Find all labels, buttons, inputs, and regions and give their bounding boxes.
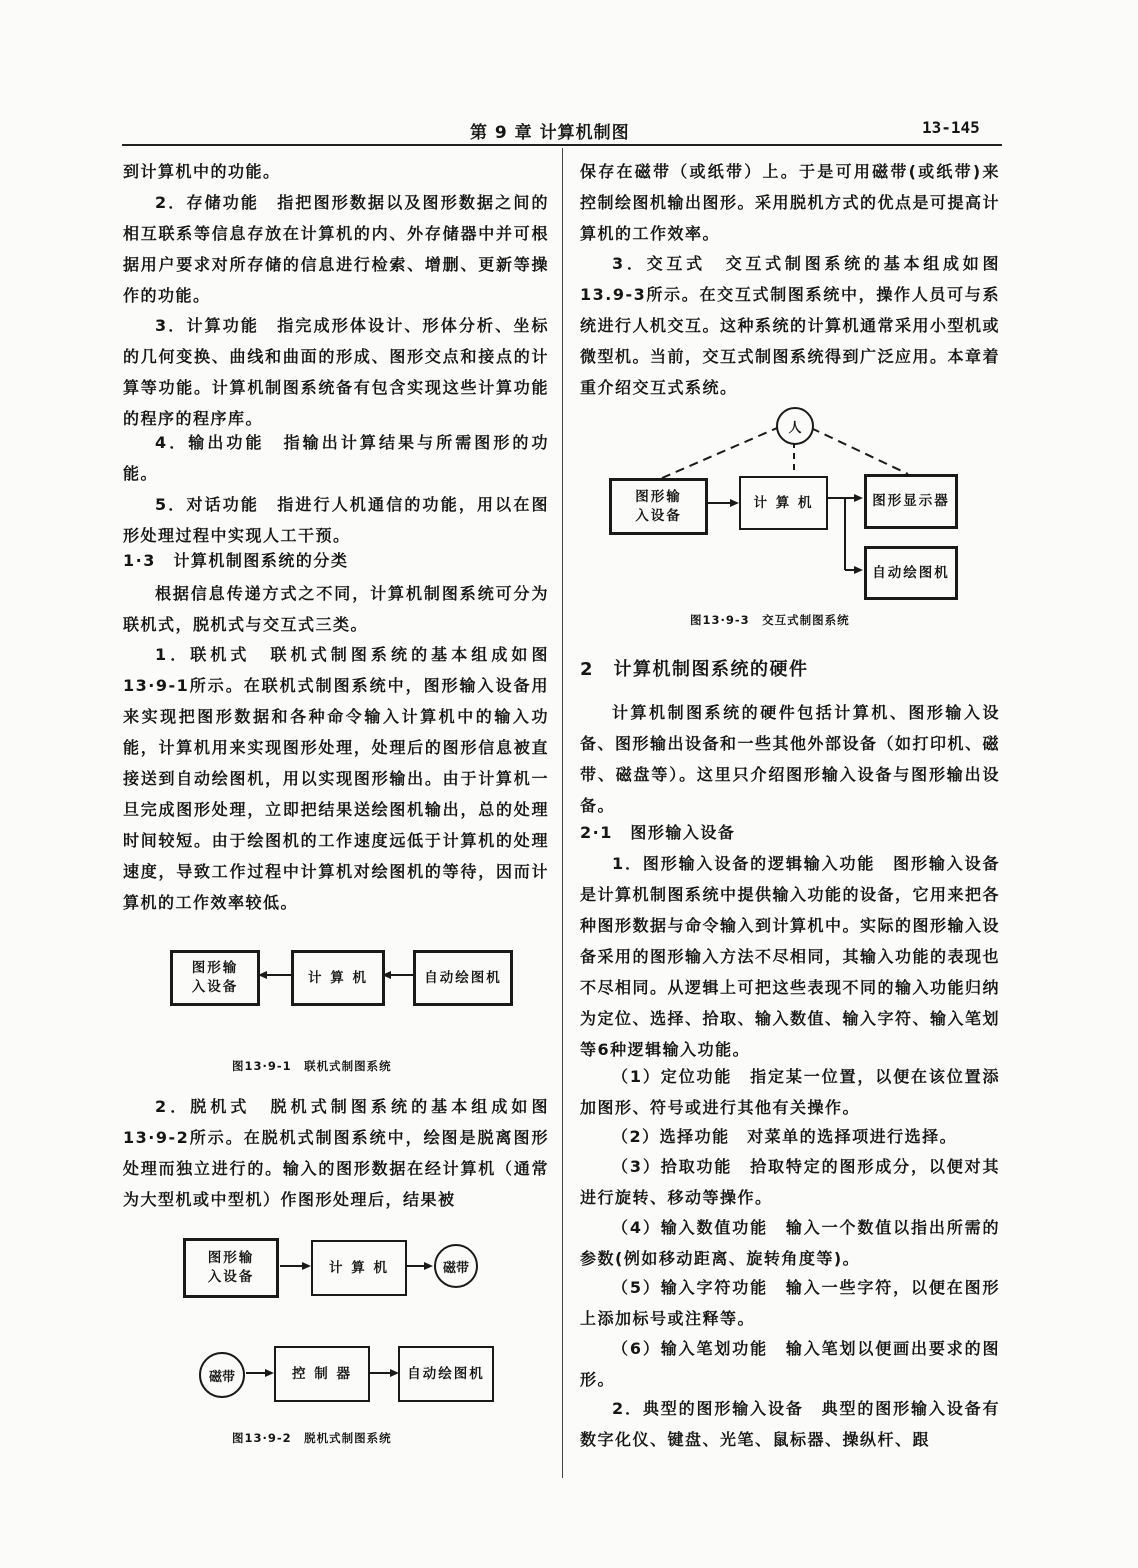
section-2-1-heading: 2·1 图形输入设备 <box>580 823 736 842</box>
offline-controller-box: 控 制 器 <box>274 1346 370 1402</box>
online-plotter-box: 自动绘图机 <box>413 950 513 1006</box>
person-circle: 人 <box>776 407 814 445</box>
section-2-heading: 2 计算机制图系统的硬件 <box>580 659 809 680</box>
interactive-input-device-box: 图形输 入设备 <box>609 478 708 535</box>
interactive-display-box: 图形显示器 <box>864 474 958 529</box>
online-computer-box: 计 算 机 <box>291 950 385 1006</box>
left-paragraph-1: 到计算机中的功能。 <box>123 162 281 181</box>
list-item-locate: （1）定位功能 指定某一位置，以便在该位置添加图形、符号或进行其他有关操作。 <box>580 1067 1000 1117</box>
left-paragraph-classification: 根据信息传递方式之不同，计算机制图系统可分为联机式，脱机式与交互式三类。 <box>123 584 549 634</box>
offline-input-device-box: 图形输 入设备 <box>183 1238 279 1298</box>
figure-online-caption: 图13·9-1 联机式制图系统 <box>232 1059 392 1073</box>
offline-computer-box: 计 算 机 <box>311 1240 407 1296</box>
right-paragraph-interactive: 3．交互式 交互式制图系统的基本组成如图13.9-3所示。在交互式制图系统中，操作人员可与系统进行人机交互。这种系统的计算机通常采用小型机或微型机。当前，交互式制图系统得到广泛应用。本章着重介绍交互式系统。 <box>580 254 1001 397</box>
interactive-plotter-box: 自动绘图机 <box>864 546 958 600</box>
figure-interactive-caption: 图13·9-3 交互式制图系统 <box>690 613 850 627</box>
offline-plotter-box: 自动绘图机 <box>398 1346 494 1402</box>
right-paragraph-hardware: 计算机制图系统的硬件包括计算机、图形输入设备、图形输出设备和一些其他外部设备（如打印机、磁带、磁盘等）。这里只介绍图形输入设备与图形输出设备。 <box>580 703 1001 815</box>
right-paragraph-typical-devices: 2．典型的图形输入设备 典型的图形输入设备有数字化仪、键盘、光笔、鼠标器、操纵杆、跟 <box>580 1399 1000 1449</box>
chapter-title: 第 9 章 计算机制图 <box>470 123 630 143</box>
left-paragraph-offline: 2．脱机式 脱机式制图系统的基本组成如图13·9-2所示。在脱机式制图系统中，绘图是脱离图形处理而独立进行的。输入的图形数据在经计算机（通常为大型机或中型机）作图形处理后，结果被 <box>123 1097 549 1209</box>
page-number: 13-145 <box>922 118 980 137</box>
left-paragraph-dialog: 5．对话功能 指进行人机通信的功能，用以在图形处理过程中实现人工干预。 <box>123 495 549 545</box>
left-paragraph-output: 4．输出功能 指输出计算结果与所需图形的功能。 <box>123 433 549 483</box>
list-item-stroke: （6）输入笔划功能 输入笔划以便画出要求的图形。 <box>580 1339 1000 1389</box>
online-input-device-box: 图形输 入设备 <box>170 950 260 1006</box>
left-paragraph-online: 1．联机式 联机式制图系统的基本组成如图13·9-1所示。在联机式制图系统中，图形输入设备用来实现把图形数据和各种命令输入计算机中的输入功能，计算机用来实现图形处理，处理后的图形信息被直接送到自动绘图机，用以实现图形输出。由于计算机一旦完成图形处理，立即把结果送绘图机输出，总的处理时间较短。由于绘图机的工作速度远低于计算机的处理速度，导致工作过程中计算机对绘图机的等待，因而计算机的工作效率较低。 <box>123 645 549 912</box>
offline-tape-circle-2: 磁带 <box>199 1352 245 1398</box>
list-item-choice: （2）选择功能 对菜单的选择项进行选择。 <box>612 1127 958 1146</box>
list-item-valuator: （4）输入数值功能 输入一个数值以指出所需的参数(例如移动距离、旋转角度等)。 <box>580 1218 1000 1268</box>
right-paragraph-logical-input: 1．图形输入设备的逻辑输入功能 图形输入设备是计算机制图系统中提供输入功能的设备，它用来把各种图形数据与命令输入到计算机中。实际的图形输入设备采用的图形输入方法不尽相同，其输入功能的表现也不尽相同。从逻辑上可把这些表现不同的输入功能归纳为定位、选择、拾取、输入数值、输入字符、输入笔划等6种逻辑输入功能。 <box>580 854 1001 1059</box>
right-paragraph-1: 保存在磁带（或纸带）上。于是可用磁带(或纸带)来控制绘图机输出图形。采用脱机方式的优点是可提高计算机的工作效率。 <box>580 162 1001 243</box>
section-1-3-heading: 1·3 计算机制图系统的分类 <box>123 551 349 570</box>
list-item-pick: （3）拾取功能 拾取特定的图形成分，以便对其进行旋转、移动等操作。 <box>580 1157 1000 1207</box>
left-paragraph-compute: 3．计算功能 指完成形体设计、形体分析、坐标的几何变换、曲线和曲面的形成、图形交点和接点的计算等功能。计算机制图系统备有包含实现这些计算功能的程序的程序库。 <box>123 316 549 428</box>
interactive-computer-box: 计 算 机 <box>739 476 828 530</box>
offline-tape-circle-1: 磁带 <box>434 1244 478 1288</box>
list-item-string: （5）输入字符功能 输入一些字符，以便在图形上添加标号或注释等。 <box>580 1278 1000 1328</box>
figure-offline-caption: 图13·9-2 脱机式制图系统 <box>232 1431 392 1445</box>
left-paragraph-storage: 2．存储功能 指把图形数据以及图形数据之间的相互联系等信息存放在计算机的内、外存储器中并可根据用户要求对所存储的信息进行检索、增删、更新等操作的功能。 <box>123 193 549 305</box>
